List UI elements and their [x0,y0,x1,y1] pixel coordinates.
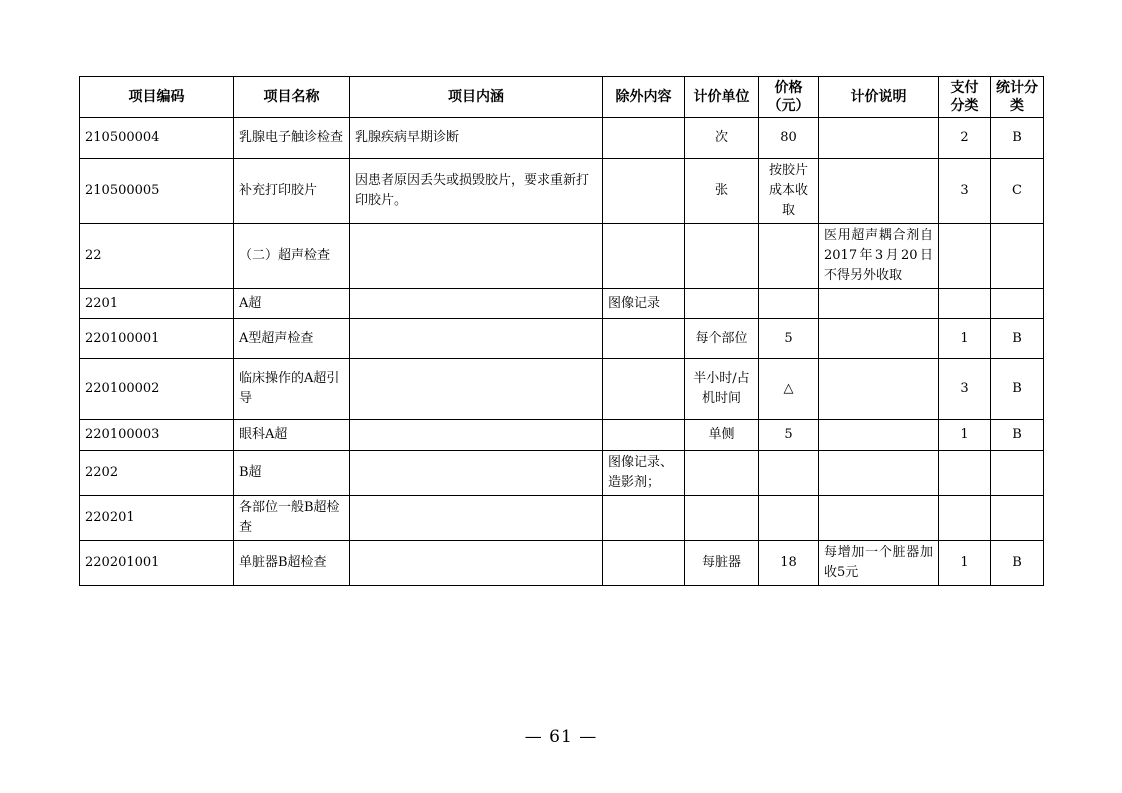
cell-name: B超 [234,451,350,496]
cell-note [819,451,939,496]
cell-content [350,359,603,420]
fee-schedule-table [79,76,1044,586]
cell-exclude [603,159,685,224]
cell-code: 220201001 [80,541,234,586]
cell-unit [685,289,759,319]
header-stat: 统计分类 [991,77,1044,118]
header-exclude: 除外内容 [603,77,685,118]
cell-content [350,541,603,586]
cell-content: 因患者原因丢失或损毁胶片，要求重新打印胶片。 [350,159,603,224]
cell-exclude [603,319,685,359]
cell-price: 80 [759,118,819,159]
cell-pay [939,496,991,541]
table-row [80,359,1044,420]
cell-note [819,118,939,159]
table-header-row [80,77,1044,118]
cell-name: 眼科A超 [234,420,350,451]
cell-name: 各部位一般B超检查 [234,496,350,541]
cell-name: A型超声检查 [234,319,350,359]
cell-stat: B [991,541,1044,586]
cell-unit: 张 [685,159,759,224]
cell-name: 补充打印胶片 [234,159,350,224]
cell-price: △ [759,359,819,420]
cell-pay: 1 [939,541,991,586]
cell-unit [685,451,759,496]
table-row [80,289,1044,319]
cell-content [350,319,603,359]
cell-stat [991,451,1044,496]
cell-unit [685,224,759,289]
header-name: 项目名称 [234,77,350,118]
cell-content [350,224,603,289]
table-row [80,541,1044,586]
cell-unit: 单侧 [685,420,759,451]
header-code: 项目编码 [80,77,234,118]
cell-stat: B [991,359,1044,420]
header-unit: 计价单位 [685,77,759,118]
cell-name: 乳腺电子触诊检查 [234,118,350,159]
cell-price [759,224,819,289]
cell-exclude [603,541,685,586]
cell-stat: B [991,420,1044,451]
cell-content: 乳腺疾病早期诊断 [350,118,603,159]
cell-note: 医用超声耦合剂自2017年3月20日不得另外收取 [819,224,939,289]
cell-pay [939,289,991,319]
cell-code: 22 [80,224,234,289]
cell-unit [685,496,759,541]
cell-stat: B [991,319,1044,359]
cell-price: 按胶片成本收取 [759,159,819,224]
cell-code: 2202 [80,451,234,496]
cell-pay: 3 [939,159,991,224]
page-number: — 61 — [524,727,598,747]
cell-stat: B [991,118,1044,159]
cell-pay: 1 [939,420,991,451]
cell-code: 2201 [80,289,234,319]
cell-content [350,451,603,496]
cell-stat [991,224,1044,289]
cell-code: 220100002 [80,359,234,420]
cell-unit: 每个部位 [685,319,759,359]
cell-price: 5 [759,319,819,359]
table-row [80,118,1044,159]
cell-price [759,451,819,496]
cell-note [819,319,939,359]
cell-code: 210500004 [80,118,234,159]
cell-note [819,496,939,541]
cell-price: 18 [759,541,819,586]
header-note: 计价说明 [819,77,939,118]
cell-name: A超 [234,289,350,319]
cell-note [819,359,939,420]
cell-content [350,289,603,319]
cell-exclude: 图像记录、造影剂； [603,451,685,496]
cell-exclude [603,118,685,159]
cell-exclude [603,420,685,451]
cell-stat [991,289,1044,319]
cell-unit: 次 [685,118,759,159]
cell-content [350,420,603,451]
cell-exclude: 图像记录 [603,289,685,319]
cell-content [350,496,603,541]
cell-pay: 1 [939,319,991,359]
table-row [80,420,1044,451]
cell-code: 210500005 [80,159,234,224]
cell-pay: 3 [939,359,991,420]
header-content: 项目内涵 [350,77,603,118]
cell-stat: C [991,159,1044,224]
cell-pay [939,224,991,289]
cell-exclude [603,496,685,541]
cell-name: （二）超声检查 [234,224,350,289]
cell-pay: 2 [939,118,991,159]
cell-note [819,159,939,224]
table-row [80,159,1044,224]
cell-unit: 半小时/占机时间 [685,359,759,420]
header-price: 价格（元） [759,77,819,118]
cell-price [759,496,819,541]
cell-note [819,289,939,319]
cell-price [759,289,819,319]
cell-unit: 每脏器 [685,541,759,586]
table-row [80,319,1044,359]
cell-code: 220100001 [80,319,234,359]
cell-code: 220201 [80,496,234,541]
cell-name: 单脏器B超检查 [234,541,350,586]
cell-pay [939,451,991,496]
cell-name: 临床操作的A超引导 [234,359,350,420]
cell-stat [991,496,1044,541]
table-row [80,496,1044,541]
cell-exclude [603,359,685,420]
cell-note: 每增加一个脏器加收5元 [819,541,939,586]
cell-note [819,420,939,451]
table-row [80,224,1044,289]
cell-price: 5 [759,420,819,451]
cell-exclude [603,224,685,289]
cell-code: 220100003 [80,420,234,451]
table-row [80,451,1044,496]
header-pay: 支付分类 [939,77,991,118]
